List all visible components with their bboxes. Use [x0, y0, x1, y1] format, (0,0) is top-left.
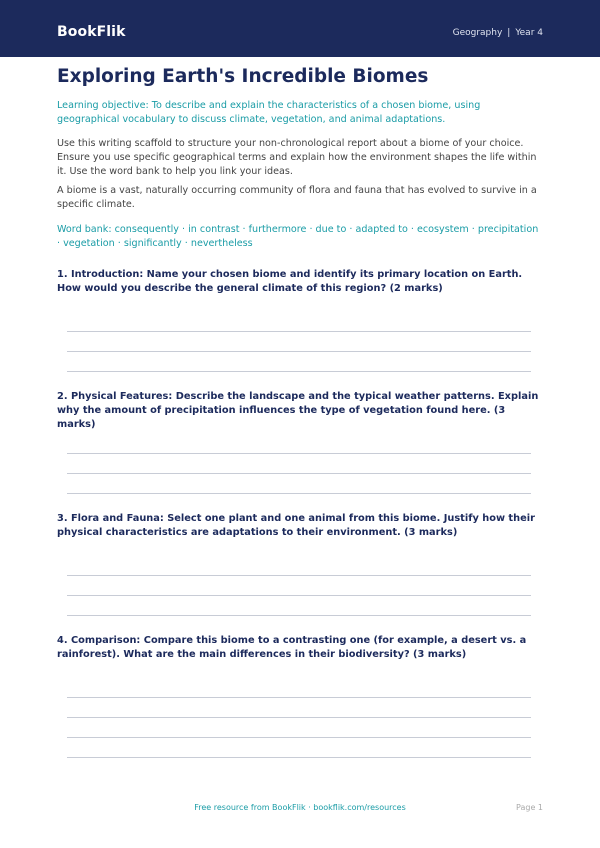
page-number: Page 1 [516, 803, 543, 812]
answer-line[interactable] [67, 371, 531, 372]
biome-definition: A biome is a vast, naturally occurring community of flora and fauna that has evolved to survive in a specific climate. [57, 185, 537, 210]
answer-line[interactable] [67, 575, 531, 576]
header-bar [0, 0, 600, 57]
brand-logo: BookFlik [57, 24, 126, 40]
answer-line[interactable] [67, 757, 531, 758]
answer-line[interactable] [67, 595, 531, 596]
learning-objective: Learning objective: To describe and explain the characteristics of a chosen biome, using geographical vocabulary to discuss climate, vegetation, and animal adaptations. [57, 100, 481, 125]
intro-paragraph: Use this writing scaffold to structure your non-chronological report about a biome of your choice. Ensure you use specific geographical terms and explain how the environment shapes the life within it. Use the word bank to help you link your ideas. [57, 138, 537, 177]
question-4: 4. Comparison: Compare this biome to a contrasting one (for example, a desert vs. a rainforest). What are the main differences in their biodiversity? (3 marks) [57, 635, 527, 660]
answer-line[interactable] [67, 615, 531, 616]
footer-credit[interactable]: Free resource from BookFlik · bookflik.com/resources [194, 803, 406, 812]
header-meta [453, 28, 543, 38]
answer-line[interactable] [67, 737, 531, 738]
year-label: Year 4 [515, 28, 543, 38]
subject-label: Geography [452, 28, 503, 38]
page-title: Exploring Earth's Incredible Biomes [57, 66, 429, 87]
answer-line[interactable] [67, 717, 531, 718]
word-bank: Word bank: consequently · in contrast · furthermore · due to · adapted to · ecosystem · precipitation · vegetation · significantly · nevertheless [57, 224, 539, 249]
question-3: 3. Flora and Fauna: Select one plant and one animal from this biome. Justify how their physical characteristics are adaptations to their environment. (3 marks) [57, 513, 535, 538]
answer-line[interactable] [67, 453, 531, 454]
answer-line[interactable] [67, 493, 531, 494]
answer-line[interactable] [67, 331, 531, 332]
question-1: 1. Introduction: Name your chosen biome and identify its primary location on Earth. How would you describe the general climate of this region? (2 marks) [57, 269, 523, 294]
answer-line[interactable] [67, 351, 531, 352]
answer-line[interactable] [67, 473, 531, 474]
meta-separator: | [507, 28, 511, 38]
answer-line[interactable] [67, 697, 531, 698]
question-2: 2. Physical Features: Describe the landscape and the typical weather patterns. Explain why the amount of precipitation influences the type of vegetation found here. (3 marks) [57, 391, 539, 430]
